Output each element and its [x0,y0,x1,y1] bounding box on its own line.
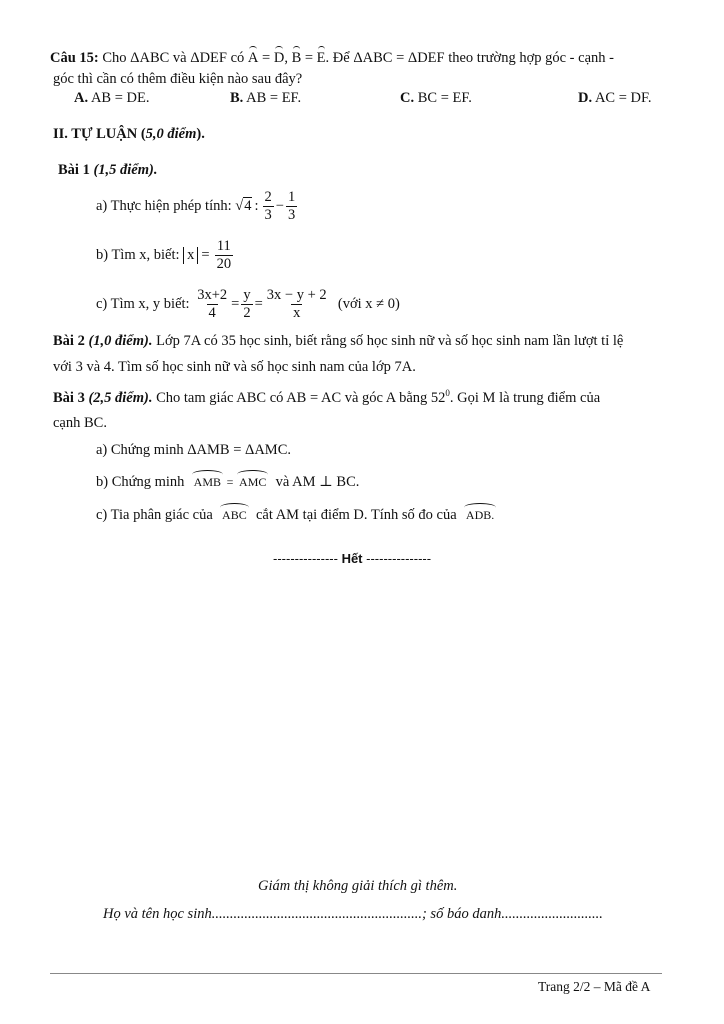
section-score: 5,0 điểm [145,126,197,142]
numerator: 11 [216,237,231,254]
question-text: Cho ΔABC và ΔDEF có [102,50,245,66]
absolute-value: x [183,247,198,264]
bai-score: (1,5 điểm). [93,162,158,178]
bai1-a [96,186,299,226]
bai-score: (2,5 điểm). [88,389,153,406]
bai3-b [96,474,359,491]
bai-text: . Gọi M là trung điểm của [449,389,601,406]
numerator: y [243,286,251,303]
question-text-line2: góc thì cần có thêm điều kiện nào sau đây? [53,71,303,87]
option-c [400,90,472,107]
option-b [230,90,301,107]
sqrt-expression: √4 [235,197,252,214]
numerator: 3x+2 [197,286,228,303]
colon: : [254,197,259,214]
bai1-header [58,162,157,179]
equals-sign: = [201,246,210,263]
student-info-line: Họ và tên học sinh..........................................................; số báo danh............................ [103,906,603,922]
bai3-line2: cạnh BC. [53,415,107,431]
dashes: --------------- [366,551,432,566]
fraction [265,287,329,321]
end-marker [273,551,431,566]
denominator: 20 [216,255,232,272]
denominator: x [293,304,301,321]
question-label: Câu 15: [50,50,99,66]
angle-b: B [291,50,302,66]
part-label: c) Tia phân giác của [96,507,213,523]
denominator: 3 [287,206,296,223]
bai-label: Bài 3 [53,389,85,406]
question-15 [50,50,614,67]
option-d [578,90,652,107]
equals-sign: = [304,50,314,66]
bai3-a: a) Chứng minh ΔAMB = ΔAMC. [96,442,291,458]
section-title-text: II. TỰ LUẬN ( [53,126,146,142]
bai-label: Bài 1 [58,162,90,178]
denominator: 4 [208,304,216,321]
option-key: B. [230,90,244,106]
proctor-note: Giám thị không giải thích gì thêm. [258,878,458,894]
condition: (với x ≠ 0) [337,295,400,312]
angle-adb: ADB. [465,508,495,522]
option-key: C. [400,90,415,106]
denominator: 2 [243,304,251,321]
equals-sign: = [231,295,240,312]
fraction [286,189,297,223]
numerator: 2 [264,188,272,205]
page-footer: Trang 2/2 – Mã đề A [538,979,651,994]
option-text: AC = DF. [594,90,652,106]
bai1-c [96,284,400,324]
part-label: b) Chứng minh [96,474,185,490]
bai2-line2: với 3 và 4. Tìm số học sinh nữ và số học sinh nam của lớp 7A. [53,359,416,375]
bai-text: Cho tam giác ABC có AB = AC và góc A bằng 52 [156,389,446,406]
bai-text: Lớp 7A có 35 học sinh, biết rằng số học sinh nữ và số học sinh nam lần lượt tỉ lệ [156,333,624,349]
part-text: và AM ⊥ BC. [275,474,360,490]
angle-e: E [316,50,326,66]
bai3-c [96,507,496,524]
angle-a: A [247,50,259,66]
dashes: --------------- [273,551,338,566]
bai2-line1 [53,333,623,350]
fraction [215,238,234,272]
bai3-line1 [53,388,600,407]
option-text: AB = EF. [246,90,302,106]
fraction [263,189,274,223]
numerator: 3x − y + 2 [266,286,327,303]
fraction [195,287,229,321]
option-text: BC = EF. [417,90,472,106]
comma: , [284,50,288,66]
option-a [74,90,149,107]
section-title [53,126,205,143]
option-text: AB = DE. [90,90,150,106]
part-label: b) Tìm x, biết: [96,246,180,263]
angle-d: D [273,50,285,66]
footer-divider [50,973,662,974]
denominator: 3 [264,206,272,223]
bai-label: Bài 2 [53,333,85,349]
angle-abc: ABC [222,508,247,522]
equals-sign: = [254,295,263,312]
part-label: a) Thực hiện phép tính: [96,197,232,214]
equals-sign: = [226,475,234,489]
angle-amb: AMB [193,475,222,489]
option-key: A. [74,90,89,106]
part-label: c) Tìm x, y biết: [96,295,190,312]
option-key: D. [578,90,593,106]
equals-sign: = [262,50,271,66]
degree-sup: 0 [445,388,450,398]
section-title-close: ). [196,126,205,142]
fraction [241,287,252,321]
angle-amc: AMC [239,475,267,489]
question-text: . Để ΔABC = ΔDEF theo trường hợp góc - cạnh - [325,50,614,66]
end-word: Hết [341,551,363,566]
bai1-b [96,235,235,275]
radicand: 4 [244,197,252,214]
bai-score: (1,0 điểm). [88,333,153,349]
minus-sign: − [275,197,284,214]
part-text: cắt AM tại điểm D. Tính số đo của [255,507,457,523]
numerator: 1 [287,188,296,205]
